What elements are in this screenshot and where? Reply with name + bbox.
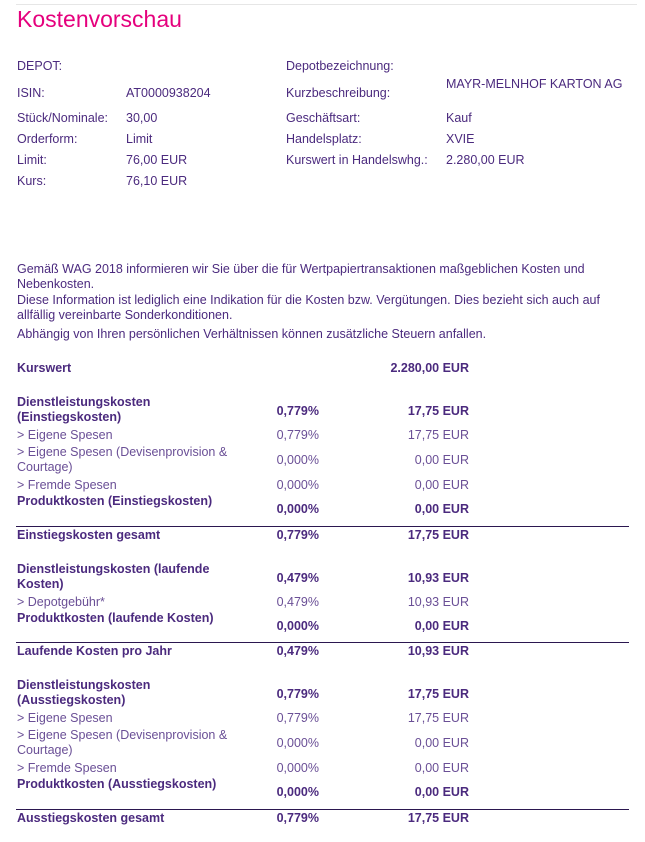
laufend-produktkosten-row xyxy=(16,611,629,643)
row-amount: 0,00 EUR xyxy=(414,736,469,750)
row-label: > Eigene Spesen (Devisenprovision & Courtage) xyxy=(17,728,228,757)
row-percent: 0,000% xyxy=(276,761,319,775)
depotbezeichnung-label: Depotbezeichnung: xyxy=(286,59,394,73)
einstieg-fremde-spesen-row xyxy=(16,478,629,494)
row-percent: 0,479% xyxy=(276,571,319,585)
einstieg-eigene-spesen-row xyxy=(16,428,629,445)
einstieg-devisenprovision-row xyxy=(16,445,629,478)
row-amount: 17,75 EUR xyxy=(407,428,469,442)
kurswert-label: Kurswert xyxy=(17,361,72,375)
row-amount: 17,75 EUR xyxy=(407,811,469,825)
limit-value: 76,00 EUR xyxy=(126,153,188,167)
ausstieg-dienstleistungskosten-row xyxy=(16,677,629,711)
row-amount: 0,00 EUR xyxy=(414,478,469,492)
row-percent: 0,000% xyxy=(276,785,319,799)
row-percent: 0,000% xyxy=(276,619,319,633)
isin-label: ISIN: xyxy=(17,86,45,100)
row-amount: 17,75 EUR xyxy=(407,528,469,542)
row-amount: 10,93 EUR xyxy=(407,595,469,609)
depot-label: DEPOT: xyxy=(17,59,63,73)
row-label: Produktkosten (Einstiegskosten) xyxy=(17,494,213,508)
top-divider xyxy=(16,4,637,5)
ausstieg-fremde-spesen-row xyxy=(16,761,629,777)
row-amount: 17,75 EUR xyxy=(407,711,469,725)
isin-value: AT0000938204 xyxy=(126,86,211,100)
row-percent: 0,000% xyxy=(276,736,319,750)
laufend-depotgebuehr-row xyxy=(16,595,629,611)
row-percent: 0,779% xyxy=(276,687,319,701)
row-percent: 0,779% xyxy=(276,428,319,442)
row-amount: 17,75 EUR xyxy=(407,687,469,701)
kurs-value: 76,10 EUR xyxy=(126,174,188,188)
row-percent: 0,479% xyxy=(276,595,319,609)
row-label: > Eigene Spesen xyxy=(17,711,113,725)
row-label: > Eigene Spesen (Devisenprovision & Courtage) xyxy=(17,445,228,474)
einstieg-produktkosten-row xyxy=(16,494,629,527)
row-amount: 0,00 EUR xyxy=(414,453,469,467)
einstieg-dienstleistungskosten-row xyxy=(16,394,629,428)
kurswert-row xyxy=(16,358,629,394)
handelsplatz-value: XVIE xyxy=(446,132,475,146)
kurzbeschreibung-value: MAYR-MELNHOF KARTON AG xyxy=(446,77,623,91)
stueck-value: 30,00 xyxy=(126,111,158,125)
ausstieg-devisenprovision-row xyxy=(16,728,629,761)
kurswert-handelswaehrung-label: Kurswert in Handelswhg.: xyxy=(286,153,428,167)
row-amount: 0,00 EUR xyxy=(414,502,469,516)
row-percent: 0,779% xyxy=(276,404,319,418)
orderform-value: Limit xyxy=(126,132,153,146)
info-paragraph-indikation: Diese Information ist lediglich eine Indikation für die Kosten bzw. Vergütungen. Dies bezieht sich auch auf allfällig vereinbarte Sonderkonditionen. xyxy=(17,293,600,322)
row-percent: 0,000% xyxy=(276,478,319,492)
row-amount: 0,00 EUR xyxy=(414,785,469,799)
cost-table xyxy=(16,358,629,830)
info-paragraph-wag: Gemäß WAG 2018 informieren wir Sie über die für Wertpapiertransaktionen maßgeblichen Kosten und Nebenkosten. xyxy=(17,262,585,291)
ausstieg-produktkosten-row xyxy=(16,777,629,810)
orderform-label: Orderform: xyxy=(17,132,78,146)
kurzbeschreibung-label: Kurzbeschreibung: xyxy=(286,86,391,100)
row-label: Einstiegskosten gesamt xyxy=(17,528,161,542)
row-label: > Fremde Spesen xyxy=(17,478,117,492)
row-label: Laufende Kosten pro Jahr xyxy=(17,644,172,658)
row-label: Dienstleistungskosten (Einstiegskosten) xyxy=(17,395,151,424)
kurswert-amount: 2.280,00 EUR xyxy=(390,361,469,375)
row-label: Ausstiegskosten gesamt xyxy=(17,811,165,825)
row-label: Dienstleistungskosten (laufende Kosten) xyxy=(17,562,210,591)
info-paragraph-steuern: Abhängig von Ihren persönlichen Verhältnissen können zusätzliche Steuern anfallen. xyxy=(17,327,487,341)
row-label: > Eigene Spesen xyxy=(17,428,113,442)
row-amount: 0,00 EUR xyxy=(414,619,469,633)
row-percent: 0,000% xyxy=(276,502,319,516)
row-percent: 0,000% xyxy=(276,453,319,467)
ausstieg-eigene-spesen-row xyxy=(16,711,629,728)
geschaeftsart-value: Kauf xyxy=(446,111,472,125)
row-label: > Depotgebühr* xyxy=(17,595,105,609)
row-amount: 10,93 EUR xyxy=(407,644,469,658)
einstiegskosten-gesamt-row xyxy=(16,527,629,561)
page-title: Kostenvorschau xyxy=(17,6,182,32)
row-percent: 0,779% xyxy=(276,528,319,542)
kurswert-handelswaehrung-value: 2.280,00 EUR xyxy=(446,153,525,167)
laufende-kosten-pro-jahr-row xyxy=(16,643,629,677)
row-amount: 17,75 EUR xyxy=(407,404,469,418)
row-label: Produktkosten (laufende Kosten) xyxy=(17,611,214,625)
geschaeftsart-label: Geschäftsart: xyxy=(286,111,361,125)
row-label: Produktkosten (Ausstiegskosten) xyxy=(17,777,217,791)
laufend-dienstleistungskosten-row xyxy=(16,561,629,595)
limit-label: Limit: xyxy=(17,153,47,167)
row-percent: 0,779% xyxy=(276,811,319,825)
handelsplatz-label: Handelsplatz: xyxy=(286,132,362,146)
row-amount: 0,00 EUR xyxy=(414,761,469,775)
row-percent: 0,479% xyxy=(276,644,319,658)
row-amount: 10,93 EUR xyxy=(407,571,469,585)
stueck-label: Stück/Nominale: xyxy=(17,111,109,125)
kurs-label: Kurs: xyxy=(17,174,47,188)
row-percent: 0,779% xyxy=(276,711,319,725)
ausstiegskosten-gesamt-row xyxy=(16,810,629,830)
row-label: > Fremde Spesen xyxy=(17,761,117,775)
row-label: Dienstleistungskosten (Ausstiegskosten) xyxy=(17,678,151,707)
